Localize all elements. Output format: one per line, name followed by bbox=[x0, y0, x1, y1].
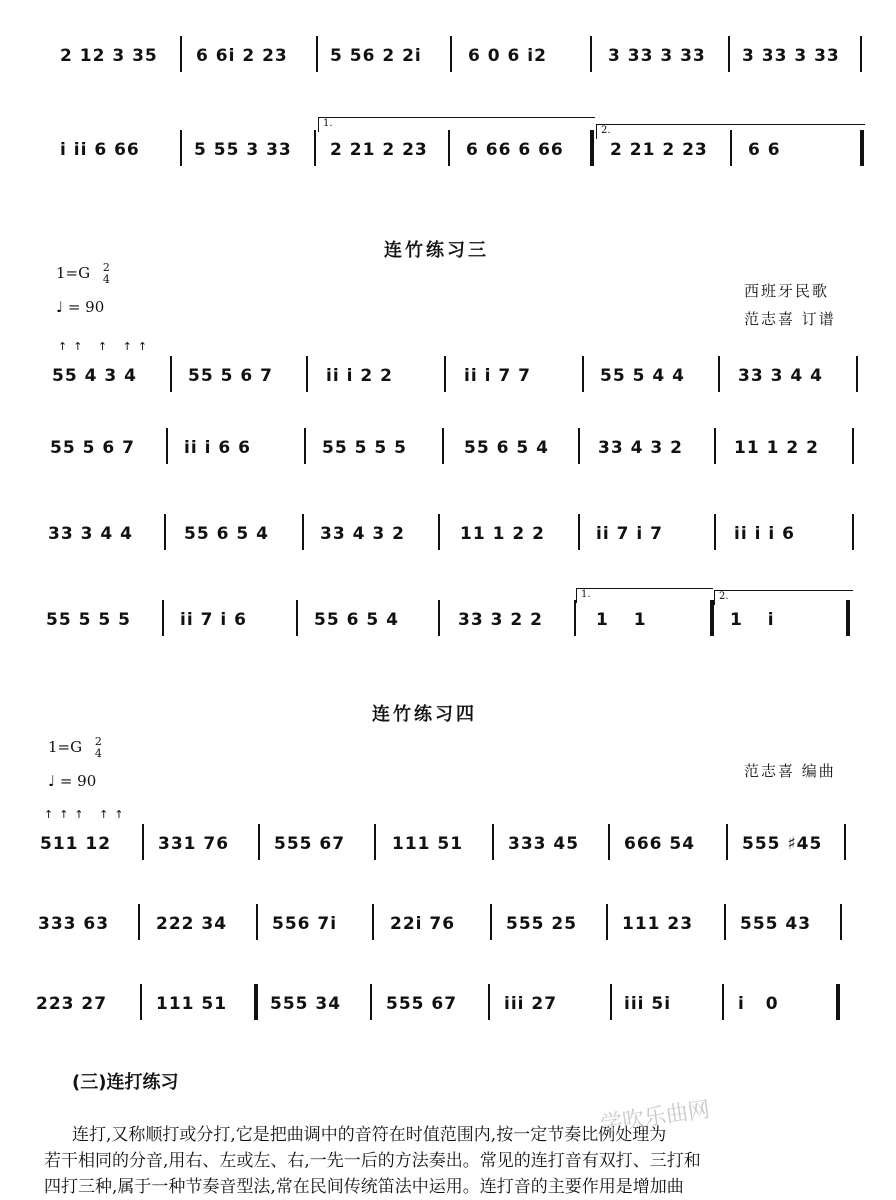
measure: 555 43 bbox=[740, 914, 812, 934]
barline bbox=[256, 904, 258, 940]
barline bbox=[306, 356, 308, 392]
measure: 5 55 3 33 bbox=[194, 140, 292, 160]
barline bbox=[608, 824, 610, 860]
barline bbox=[138, 904, 140, 940]
measure: 222 34 bbox=[156, 914, 228, 934]
measure: 33 4 3 2 bbox=[598, 438, 683, 458]
time-top: 2 bbox=[102, 261, 110, 274]
measure: 111 51 bbox=[392, 834, 464, 854]
section-paragraph bbox=[44, 1122, 864, 1200]
measure: ii i i 6 bbox=[734, 524, 795, 544]
barline bbox=[860, 36, 862, 72]
measure: 55 6 5 4 bbox=[184, 524, 269, 544]
time-bottom: 4 bbox=[102, 273, 110, 286]
time-signature bbox=[95, 736, 102, 760]
barline bbox=[448, 130, 450, 166]
barline bbox=[590, 36, 592, 72]
measure: 2 21 2 23 bbox=[610, 140, 708, 160]
section-heading: (三)连打练习 bbox=[72, 1072, 179, 1093]
measure: i 0 bbox=[738, 994, 786, 1014]
final-barline bbox=[836, 984, 840, 1020]
measure: ii 7 i 7 bbox=[596, 524, 663, 544]
barline bbox=[302, 514, 304, 550]
ex3-line-2 bbox=[40, 420, 870, 480]
ex4-line-1 bbox=[30, 808, 870, 876]
measure: 3 33 3 33 bbox=[742, 46, 840, 66]
measure: 11 1 2 2 bbox=[460, 524, 545, 544]
barline bbox=[488, 984, 490, 1020]
barline bbox=[852, 428, 854, 464]
measure: 55 6 5 4 bbox=[464, 438, 549, 458]
measure: 55 5 6 7 bbox=[50, 438, 135, 458]
measure: 331 76 bbox=[158, 834, 230, 854]
top-score-line-1 bbox=[48, 28, 868, 88]
barline bbox=[170, 356, 172, 392]
measure: 333 63 bbox=[38, 914, 110, 934]
volta-bracket-2: 2. bbox=[596, 124, 865, 139]
barline bbox=[180, 130, 182, 166]
paragraph-line: 连打,又称顺打或分打,它是把曲调中的音符在时值范围内,按一定节奏比例处理为 bbox=[72, 1125, 667, 1145]
barline bbox=[374, 824, 376, 860]
measure: 55 5 5 5 bbox=[322, 438, 407, 458]
ex3-line-4 bbox=[40, 592, 870, 652]
measure: 555 67 bbox=[386, 994, 458, 1014]
barline bbox=[166, 428, 168, 464]
measure: ii 7 i 6 bbox=[180, 610, 247, 630]
measure: 3 33 3 33 bbox=[608, 46, 706, 66]
barline bbox=[574, 600, 576, 636]
repeat-start-barline bbox=[254, 984, 258, 1020]
barline bbox=[718, 356, 720, 392]
measure: 2 21 2 23 bbox=[330, 140, 428, 160]
measure: 555 25 bbox=[506, 914, 578, 934]
barline bbox=[726, 824, 728, 860]
measure: 666 54 bbox=[624, 834, 696, 854]
measure: 55 5 4 4 bbox=[600, 366, 685, 386]
barline bbox=[856, 356, 858, 392]
barline bbox=[728, 36, 730, 72]
time-signature bbox=[103, 262, 110, 286]
ex3-line-3 bbox=[40, 506, 870, 566]
barline bbox=[140, 984, 142, 1020]
fingering-marks: ↑↑ ↑ ↑↑ bbox=[58, 340, 154, 353]
barline bbox=[730, 130, 732, 166]
measure: 555 ♯45 bbox=[742, 834, 823, 854]
ex4-line-3 bbox=[30, 976, 870, 1036]
measure: 33 4 3 2 bbox=[320, 524, 405, 544]
fingering-marks: ↑↑↑ ↑↑ bbox=[44, 808, 130, 821]
barline bbox=[444, 356, 446, 392]
barline bbox=[578, 514, 580, 550]
exercise3-key bbox=[56, 262, 110, 286]
measure: 333 45 bbox=[508, 834, 580, 854]
measure: iii 5i bbox=[624, 994, 672, 1014]
exercise4-composer: 范志喜 编曲 bbox=[744, 762, 836, 780]
key-signature: 1=G bbox=[56, 264, 91, 282]
repeat-end-barline bbox=[710, 600, 714, 636]
paragraph-line: 若干相同的分音,用右、左或左、右,一先一后的方法奏出。常见的连打音有双打、三打和 bbox=[44, 1151, 701, 1171]
barline bbox=[372, 904, 374, 940]
barline bbox=[442, 428, 444, 464]
barline bbox=[304, 428, 306, 464]
barline bbox=[714, 428, 716, 464]
measure: 6 0 6 i2 bbox=[468, 46, 547, 66]
measure: 555 67 bbox=[274, 834, 346, 854]
volta-bracket-1: 1. bbox=[318, 117, 595, 132]
measure: iii 27 bbox=[504, 994, 558, 1014]
exercise4-tempo: ♩ = 90 bbox=[48, 772, 97, 790]
barline bbox=[610, 984, 612, 1020]
time-bottom: 4 bbox=[94, 747, 102, 760]
barline bbox=[840, 904, 842, 940]
barline bbox=[490, 904, 492, 940]
barline bbox=[258, 824, 260, 860]
repeat-end-barline bbox=[590, 130, 594, 166]
barline bbox=[582, 356, 584, 392]
barline bbox=[142, 824, 144, 860]
measure: 1 i bbox=[730, 610, 784, 630]
barline bbox=[714, 514, 716, 550]
volta-bracket-2: 2. bbox=[714, 590, 853, 605]
measure: 55 5 6 7 bbox=[188, 366, 273, 386]
ex4-line-2 bbox=[30, 896, 870, 956]
measure: ii i 7 7 bbox=[464, 366, 531, 386]
barline bbox=[606, 904, 608, 940]
barline bbox=[164, 514, 166, 550]
ex3-line-1 bbox=[40, 340, 870, 408]
final-barline bbox=[846, 600, 850, 636]
measure: ii i 2 2 bbox=[326, 366, 393, 386]
measure: 6 6 bbox=[748, 140, 781, 160]
barline bbox=[162, 600, 164, 636]
barline bbox=[844, 824, 846, 860]
barline bbox=[314, 130, 316, 166]
exercise3-title: 连竹练习三 bbox=[384, 240, 489, 261]
measure: 6 66 6 66 bbox=[466, 140, 564, 160]
barline bbox=[492, 824, 494, 860]
measure: 33 3 4 4 bbox=[48, 524, 133, 544]
measure: 11 1 2 2 bbox=[734, 438, 819, 458]
exercise3-origin: 西班牙民歌 bbox=[744, 282, 830, 300]
measure: 5 56 2 2i bbox=[330, 46, 422, 66]
measure: 22i 76 bbox=[390, 914, 456, 934]
exercise4-title: 连竹练习四 bbox=[372, 704, 477, 725]
measure: i ii 6 66 bbox=[60, 140, 140, 160]
measure: 55 6 5 4 bbox=[314, 610, 399, 630]
exercise3-arranger: 范志喜 订谱 bbox=[744, 310, 836, 328]
barline bbox=[316, 36, 318, 72]
measure: 111 51 bbox=[156, 994, 228, 1014]
measure: 55 5 5 5 bbox=[46, 610, 131, 630]
measure: 111 23 bbox=[622, 914, 694, 934]
measure: 2 12 3 35 bbox=[60, 46, 158, 66]
top-score-line-2 bbox=[48, 122, 868, 182]
barline bbox=[438, 600, 440, 636]
key-signature: 1=G bbox=[48, 738, 83, 756]
barline bbox=[438, 514, 440, 550]
measure: 55 4 3 4 bbox=[52, 366, 137, 386]
exercise3-tempo: ♩ = 90 bbox=[56, 298, 105, 316]
exercise4-key bbox=[48, 736, 102, 760]
measure: 6 6i 2 23 bbox=[196, 46, 288, 66]
time-top: 2 bbox=[94, 735, 102, 748]
measure: 511 12 bbox=[40, 834, 112, 854]
measure: 555 34 bbox=[270, 994, 342, 1014]
measure: ii i 6 6 bbox=[184, 438, 251, 458]
barline bbox=[450, 36, 452, 72]
barline bbox=[180, 36, 182, 72]
measure: 1 1 bbox=[596, 610, 656, 630]
measure: 33 3 4 4 bbox=[738, 366, 823, 386]
site-watermark: 学吹乐曲网 bbox=[599, 1097, 712, 1138]
measure: 33 3 2 2 bbox=[458, 610, 543, 630]
barline bbox=[722, 984, 724, 1020]
volta-bracket-1: 1. bbox=[576, 588, 713, 603]
barline bbox=[724, 904, 726, 940]
measure: 223 27 bbox=[36, 994, 108, 1014]
barline bbox=[578, 428, 580, 464]
barline bbox=[296, 600, 298, 636]
measure: 556 7i bbox=[272, 914, 338, 934]
barline bbox=[370, 984, 372, 1020]
paragraph-line: 四打三种,属于一种节奏音型法,常在民间传统笛法中运用。连打音的主要作用是增加曲 bbox=[44, 1177, 684, 1197]
barline bbox=[852, 514, 854, 550]
final-barline bbox=[860, 130, 864, 166]
